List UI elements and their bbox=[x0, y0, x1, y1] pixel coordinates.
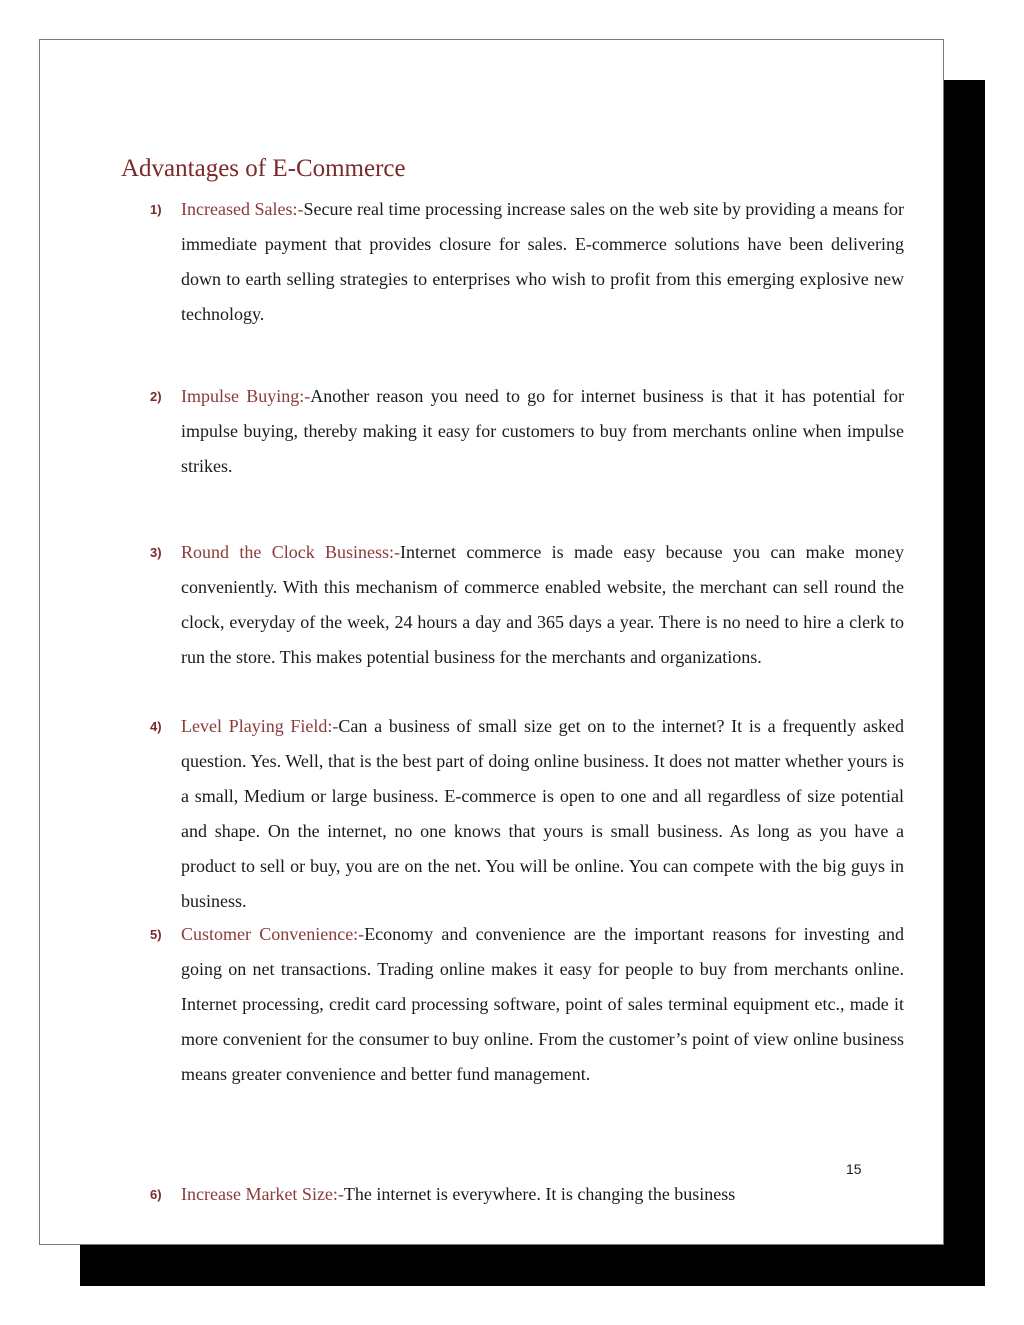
item-text: Internet commerce is made easy because you can make money conveniently. With this mechanism of commerce enabled website, the merchant can sell round the clock, everyday of the week, 24 hours a day and 365 days a year. There is no need to hire a clerk to run the store. This makes potential business for the merchants and organizations. bbox=[181, 542, 904, 667]
list-item bbox=[150, 1177, 904, 1212]
item-text: The internet is everywhere. It is changing the business bbox=[343, 1184, 736, 1204]
item-text: Can a business of small size get on to the internet? It is a frequently asked question. Yes. Well, that is the best part of doing online business. It does not matter whether yours is a small, Medium or large business. E-commerce is open to one and all regardless of size potential and shape. On the internet, no one knows that yours is small business. As long as you have a product to sell or buy, you are on the net. You will be online. You can compete with the big guys in business. bbox=[181, 716, 904, 911]
item-number: 3) bbox=[150, 545, 162, 560]
document-page bbox=[39, 39, 944, 1245]
list-item bbox=[150, 192, 904, 332]
item-term: Increased Sales:- bbox=[181, 199, 304, 219]
item-text: Economy and convenience are the important reasons for investing and going on net transactions. Trading online makes it easy for people to buy from merchants online. Internet processing, credit card processing software, point of sales terminal equipment etc., made it more convenient for the consumer to buy online. From the customer’s point of view online business means greater convenience and better fund management. bbox=[181, 924, 904, 1084]
page-heading: Advantages of E-Commerce bbox=[121, 155, 406, 182]
item-term: Level Playing Field:- bbox=[181, 716, 339, 736]
item-term: Customer Convenience:- bbox=[181, 924, 365, 944]
item-number: 4) bbox=[150, 719, 162, 734]
list-item bbox=[150, 379, 904, 484]
list-item bbox=[150, 709, 904, 919]
item-number: 5) bbox=[150, 927, 162, 942]
item-number: 6) bbox=[150, 1187, 162, 1202]
item-number: 2) bbox=[150, 389, 162, 404]
item-text: Another reason you need to go for internet business is that it has potential for impulse buying, thereby making it easy for customers to buy from merchants online when impulse strikes. bbox=[181, 386, 904, 476]
list-item bbox=[150, 535, 904, 675]
item-term: Increase Market Size:- bbox=[181, 1184, 344, 1204]
item-term: Round the Clock Business:- bbox=[181, 542, 401, 562]
list-item bbox=[150, 917, 904, 1092]
page-number: 15 bbox=[846, 1161, 862, 1177]
item-term: Impulse Buying:- bbox=[181, 386, 311, 406]
item-text: Secure real time processing increase sales on the web site by providing a means for immediate payment that provides closure for sales. E-commerce solutions have been delivering down to earth selling strategies to enterprises who wish to profit from this emerging explosive new technology. bbox=[181, 199, 904, 324]
item-number: 1) bbox=[150, 202, 162, 217]
